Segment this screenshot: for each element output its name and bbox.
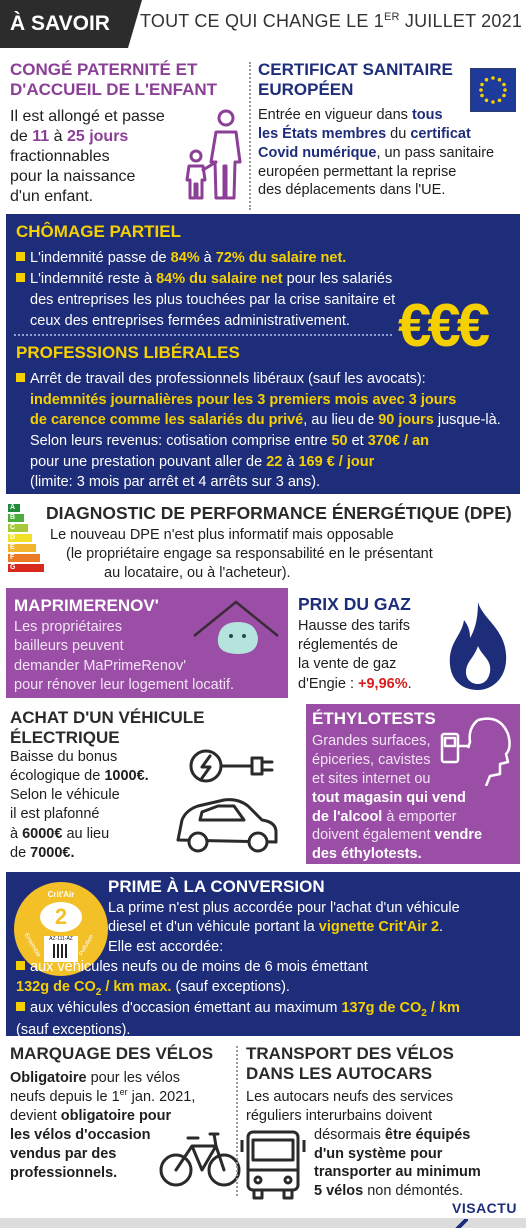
maprimerenov-title: MAPRIMERENOV' <box>14 596 159 615</box>
bicycle-icon <box>158 1124 242 1190</box>
dpe-bar-f: F <box>8 554 40 562</box>
prime-text: La prime n'est plus accordée pour l'achat d'un véhicule diesel et d'un véhicule portant la vignette Crit'Air 2. Elle est accordée: <box>108 900 460 955</box>
liberales-text: Arrêt de travail des professionnels libéraux (sauf les avocats): indemnités journalières pour les 3 premiers mois avec 3 jours de carence comme les salariés du privé, au lieu de 90 jours jusque-là. Selon leurs revenus: cotisation comprise entre 50 et 370€ / an pour une prestation pouvant aller de 22 à 169 € / jour (limite: 3 mois par arrêt et 4 arrêts sur 3 ans). <box>16 369 516 492</box>
dpe-text: Le nouveau DPE n'est plus informatif mais opposable (le propriétaire engage sa responsabilité en le présentant au locataire, ou à l'acheteur). <box>50 527 433 581</box>
dpe-title: DIAGNOSTIC DE PERFORMANCE ÉNERGÉTIQUE (DPE) <box>46 503 512 523</box>
dpe-bar-a: A <box>8 504 20 512</box>
gas-flame-icon <box>438 598 518 692</box>
velos-text: Obligatoire pour les vélos neufs depuis le 1er jan. 2021, devient obligatoire pour les vélos d'occasion vendus par des professionnels. <box>10 1069 196 1181</box>
prime-section <box>108 876 518 957</box>
dpe-section <box>46 503 520 583</box>
autocars-title: TRANSPORT DES VÉLOS DANS LES AUTOCARS <box>246 1044 454 1083</box>
chomage-title: CHÔMAGE PARTIEL <box>16 222 181 241</box>
prime-title: PRIME À LA CONVERSION <box>108 877 325 896</box>
section-tag <box>0 0 128 48</box>
maprimerenov-text: Les propriétaires bailleurs peuvent demander MaPrimeRenov' pour rénover leur logement locatif. <box>14 619 235 693</box>
bus-icon <box>240 1126 306 1204</box>
vehicule-title: ACHAT D'UN VÉHICULE ÉLECTRIQUE <box>10 708 205 747</box>
velos-title: MARQUAGE DES VÉLOS <box>10 1044 214 1063</box>
euro-icon: €€€ <box>398 292 487 359</box>
conge-title: CONGÉ PATERNITÉ ET D'ACCUEIL DE L'ENFANT <box>10 60 218 99</box>
brand-logo: VISACTU <box>452 1200 526 1228</box>
autocars-text: Les autocars neufs des services réguliers interurbains doivent désormais être équipés d'un système pour transporter au minimum 5 vélos non démontés. <box>246 1089 481 1200</box>
divider <box>14 334 392 336</box>
certificat-title: CERTIFICAT SANITAIRE EUROPÉEN <box>258 60 453 99</box>
dpe-bar-e: E <box>8 544 36 552</box>
eu-flag-icon <box>470 68 516 112</box>
certificat-text: Entrée en vigueur dans tous les États membres du certificat Covid numérique, un pass sanitaire européen permettant la reprise des déplacements dans l'UE. <box>258 107 495 199</box>
father-child-icon <box>180 108 246 200</box>
page-title: TOUT CE QUI CHANGE LE 1ER JUILLET 2021 <box>140 11 523 31</box>
prime-bullets: aux véhicules neufs ou de moins de 6 mois émettant 132g de $CO_2$ / km max. (sauf exceptions). aux véhicules d'occasion émettant au maximum 137g de $CO_2$ / km (sauf exceptions). <box>16 959 460 1038</box>
electric-car-icon <box>172 748 292 860</box>
dpe-bar-g: G <box>8 564 44 572</box>
vehicule-text: Baisse du bonus écologique de 1000€. Selon le véhicule il est plafonné à 6000€ au lieu de 7000€. <box>10 749 149 861</box>
dpe-bar-d: D <box>8 534 32 542</box>
footer-bar <box>0 1218 526 1228</box>
section-tag-label: À SAVOIR <box>10 12 110 35</box>
breathalyzer-icon <box>438 712 516 786</box>
conge-text: Il est allongé et passe de 11 à 25 jours fractionnables pour la naissance d'un enfant. <box>10 108 165 206</box>
dpe-bar-c: C <box>8 524 28 532</box>
gaz-section <box>298 594 448 694</box>
divider <box>249 62 251 210</box>
liberales-section <box>16 342 516 493</box>
gaz-title: PRIX DU GAZ <box>298 594 411 614</box>
liberales-title: PROFESSIONS LIBÉRALES <box>16 343 240 362</box>
critair-badge: Crit'Air 2 AZ-111-AZ Ensemble Pollution <box>14 882 108 976</box>
chomage-text: L'indemnité passe de 84% à 72% du salaire net. L'indemnité reste à 84% du salaire net pour les salariés des entreprises les plus touchées par la crise sanitaire et ceux des entreprises fermées administrativement. <box>16 248 516 332</box>
dpe-bar-b: B <box>8 514 24 522</box>
house-icon <box>186 596 286 658</box>
ethylotests-title: ÉTHYLOTESTS <box>312 709 436 728</box>
ethylotests-text: Grandes surfaces, épiceries, cavistes et sites internet ou tout magasin qui vend de l'alcool à emporter doivent également vendre des éthylotests. <box>312 733 483 863</box>
gaz-text: Hausse des tarifs réglementés de la vente de gaz d'Engie : +9,96%. <box>298 618 412 692</box>
divider <box>236 1046 238 1196</box>
